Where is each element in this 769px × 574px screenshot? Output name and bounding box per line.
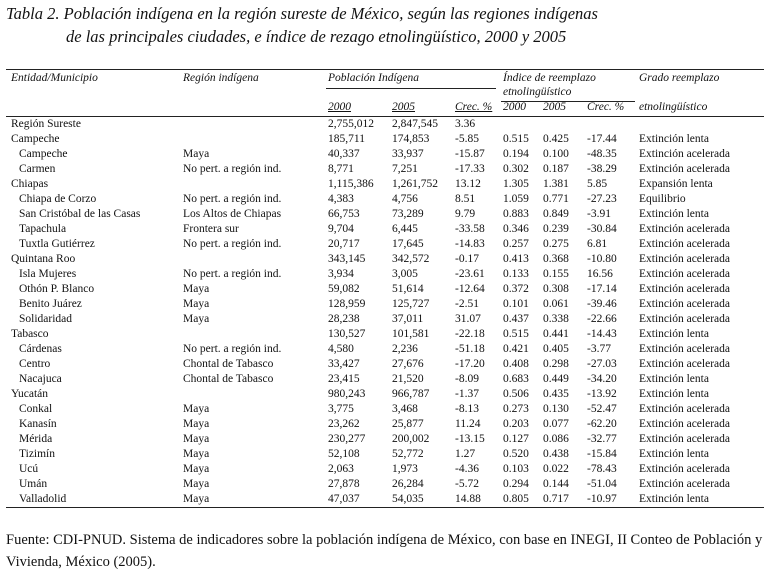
cell-region: Maya <box>183 403 210 415</box>
cell-ind-2005: 0.275 <box>543 238 569 250</box>
cell-pob-2005: 101,581 <box>392 328 430 340</box>
cell-ind-2000: 1.059 <box>503 193 529 205</box>
cell-ind-2005: 0.086 <box>543 433 569 445</box>
cell-pob-2005: 3,468 <box>392 403 418 415</box>
cell-ind-crec: -3.91 <box>587 208 611 220</box>
header-entidad: Entidad/Municipio <box>11 72 98 84</box>
cell-grado: Extinción acelerada <box>639 478 730 490</box>
cell-pob-2005: 2,847,545 <box>392 118 438 130</box>
table-row <box>0 388 769 403</box>
cell-ind-crec: -27.23 <box>587 193 617 205</box>
cell-region: Maya <box>183 478 210 490</box>
cell-ind-crec: 5.85 <box>587 178 608 190</box>
cell-ind-crec: -38.29 <box>587 163 617 175</box>
cell-pob-2000: 2,755,012 <box>328 118 374 130</box>
cell-ind-2005: 0.298 <box>543 358 569 370</box>
table-row <box>0 493 769 508</box>
cell-pob-crec: -51.18 <box>455 343 485 355</box>
cell-ind-2005: 0.155 <box>543 268 569 280</box>
header-ind-2005: 2005 <box>543 101 566 113</box>
cell-ind-2000: 0.421 <box>503 343 529 355</box>
cell-region: No pert. a región ind. <box>183 163 282 175</box>
table-row <box>0 268 769 283</box>
table-top-rule <box>6 69 764 70</box>
cell-ind-crec: -52.47 <box>587 403 617 415</box>
cell-region: Chontal de Tabasco <box>183 373 274 385</box>
cell-entidad: Campeche <box>11 133 60 145</box>
table-row <box>0 148 769 163</box>
cell-entidad: Quintana Roo <box>11 253 76 265</box>
table-row <box>0 178 769 193</box>
cell-ind-2000: 0.127 <box>503 433 529 445</box>
cell-pob-2000: 23,262 <box>328 418 360 430</box>
cell-pob-2005: 27,676 <box>392 358 424 370</box>
cell-entidad: Chiapas <box>11 178 49 190</box>
cell-ind-2000: 1.305 <box>503 178 529 190</box>
cell-pob-crec: 14.88 <box>455 493 481 505</box>
table-row <box>0 328 769 343</box>
table-row <box>0 448 769 463</box>
cell-ind-2000: 0.515 <box>503 328 529 340</box>
cell-ind-crec: -3.77 <box>587 343 611 355</box>
cell-ind-2005: 0.022 <box>543 463 569 475</box>
cell-region: Los Altos de Chiapas <box>183 208 282 220</box>
table-row <box>0 163 769 178</box>
cell-ind-crec: -27.03 <box>587 358 617 370</box>
cell-grado: Extinción lenta <box>639 328 709 340</box>
cell-ind-2000: 0.133 <box>503 268 529 280</box>
cell-grado: Extinción acelerada <box>639 163 730 175</box>
cell-grado: Extinción acelerada <box>639 283 730 295</box>
cell-ind-crec: -17.44 <box>587 133 617 145</box>
cell-pob-2005: 25,877 <box>392 418 424 430</box>
cell-pob-crec: -4.36 <box>455 463 479 475</box>
cell-entidad: Cárdenas <box>19 343 62 355</box>
cell-pob-crec: -15.87 <box>455 148 485 160</box>
cell-ind-2005: 0.425 <box>543 133 569 145</box>
cell-pob-crec: -23.61 <box>455 268 485 280</box>
header-grado-line1: Grado reemplazo <box>639 72 720 84</box>
cell-pob-crec: -5.72 <box>455 478 479 490</box>
cell-pob-crec: -12.64 <box>455 283 485 295</box>
cell-ind-2000: 0.805 <box>503 493 529 505</box>
cell-pob-2000: 980,243 <box>328 388 366 400</box>
cell-region: Maya <box>183 448 210 460</box>
cell-pob-crec: -17.20 <box>455 358 485 370</box>
cell-ind-crec: -48.35 <box>587 148 617 160</box>
table-row <box>0 283 769 298</box>
cell-pob-2005: 52,772 <box>392 448 424 460</box>
table-row <box>0 253 769 268</box>
table-row <box>0 373 769 388</box>
cell-ind-2005: 0.449 <box>543 373 569 385</box>
cell-ind-crec: -34.20 <box>587 373 617 385</box>
header-indice-line2: etnolingüístico <box>503 86 572 98</box>
header-poblacion: Población Indígena <box>328 72 420 84</box>
cell-ind-crec: -10.97 <box>587 493 617 505</box>
cell-pob-2005: 200,002 <box>392 433 430 445</box>
table-row <box>0 478 769 493</box>
cell-ind-crec: -10.80 <box>587 253 617 265</box>
cell-entidad: Solidaridad <box>19 313 73 325</box>
cell-pob-2000: 23,415 <box>328 373 360 385</box>
cell-grado: Extinción lenta <box>639 133 709 145</box>
cell-ind-2000: 0.683 <box>503 373 529 385</box>
cell-pob-2000: 4,580 <box>328 343 354 355</box>
cell-pob-2005: 17,645 <box>392 238 424 250</box>
cell-pob-2000: 1,115,386 <box>328 178 374 190</box>
cell-pob-2000: 8,771 <box>328 163 354 175</box>
header-ind-2000: 2000 <box>503 101 526 113</box>
cell-grado: Extinción acelerada <box>639 238 730 250</box>
cell-entidad: Yucatán <box>11 388 49 400</box>
cell-region: Maya <box>183 463 210 475</box>
cell-pob-2005: 33,937 <box>392 148 424 160</box>
header-ind-crec: Crec. % <box>587 101 625 113</box>
cell-pob-crec: -14.83 <box>455 238 485 250</box>
cell-pob-2005: 73,289 <box>392 208 424 220</box>
cell-pob-2005: 125,727 <box>392 298 430 310</box>
cell-region: Frontera sur <box>183 223 239 235</box>
cell-pob-2000: 185,711 <box>328 133 365 145</box>
table-row <box>0 223 769 238</box>
cell-ind-2000: 0.101 <box>503 298 529 310</box>
cell-pob-2005: 342,572 <box>392 253 430 265</box>
cell-grado: Extinción acelerada <box>639 403 730 415</box>
cell-pob-2000: 52,108 <box>328 448 360 460</box>
cell-ind-2005: 0.187 <box>543 163 569 175</box>
table-row <box>0 418 769 433</box>
cell-ind-crec: 16.56 <box>587 268 613 280</box>
cell-grado: Extinción acelerada <box>639 298 730 310</box>
cell-ind-2000: 0.408 <box>503 358 529 370</box>
cell-region: No pert. a región ind. <box>183 238 282 250</box>
cell-entidad: Carmen <box>19 163 56 175</box>
cell-pob-2000: 128,959 <box>328 298 366 310</box>
cell-pob-crec: -5.85 <box>455 133 479 145</box>
cell-ind-2005: 0.717 <box>543 493 569 505</box>
cell-pob-2005: 6,445 <box>392 223 418 235</box>
cell-grado: Extinción acelerada <box>639 268 730 280</box>
table-bottom-rule <box>6 507 764 508</box>
cell-ind-2000: 0.194 <box>503 148 529 160</box>
cell-region: No pert. a región ind. <box>183 193 282 205</box>
cell-pob-2000: 59,082 <box>328 283 360 295</box>
cell-pob-crec: 13.12 <box>455 178 481 190</box>
cell-ind-2000: 0.506 <box>503 388 529 400</box>
cell-pob-2005: 37,011 <box>392 313 424 325</box>
cell-pob-crec: 31.07 <box>455 313 481 325</box>
cell-pob-crec: -33.58 <box>455 223 485 235</box>
cell-pob-2000: 20,717 <box>328 238 360 250</box>
cell-ind-2005: 0.308 <box>543 283 569 295</box>
cell-region: No pert. a región ind. <box>183 268 282 280</box>
cell-ind-crec: -13.92 <box>587 388 617 400</box>
table-row <box>0 403 769 418</box>
cell-ind-crec: -62.20 <box>587 418 617 430</box>
cell-region: Maya <box>183 283 210 295</box>
header-indice-line1: Índice de reemplazo <box>503 72 596 84</box>
header-bottom-rule <box>6 116 764 117</box>
table-row <box>0 298 769 313</box>
cell-pob-2000: 2,063 <box>328 463 354 475</box>
cell-pob-2005: 26,284 <box>392 478 424 490</box>
cell-entidad: Othón P. Blanco <box>19 283 95 295</box>
table-row <box>0 463 769 478</box>
cell-pob-2000: 47,037 <box>328 493 360 505</box>
cell-grado: Expansión lenta <box>639 178 713 190</box>
cell-pob-2005: 174,853 <box>392 133 430 145</box>
cell-ind-crec: -32.77 <box>587 433 617 445</box>
cell-ind-2005: 0.441 <box>543 328 569 340</box>
title-line-2: de las principales ciudades, e índice de rezago etnolingüístico, 2000 y 2005 <box>66 27 567 46</box>
table-row <box>0 238 769 253</box>
cell-pob-crec: -22.18 <box>455 328 485 340</box>
cell-pob-crec: 9.79 <box>455 208 476 220</box>
cell-ind-2005: 0.061 <box>543 298 569 310</box>
cell-entidad: Valladolid <box>19 493 67 505</box>
cell-ind-crec: -30.84 <box>587 223 617 235</box>
cell-grado: Extinción lenta <box>639 388 709 400</box>
header-2005: 2005 <box>392 101 415 113</box>
cell-ind-crec: 6.81 <box>587 238 608 250</box>
cell-ind-2005: 0.849 <box>543 208 569 220</box>
cell-entidad: Campeche <box>19 148 68 160</box>
table-row <box>0 358 769 373</box>
cell-pob-crec: -0.17 <box>455 253 479 265</box>
header-grado-line2: etnolingüístico <box>639 101 708 113</box>
cell-ind-2000: 0.883 <box>503 208 529 220</box>
cell-pob-crec: -13.15 <box>455 433 485 445</box>
cell-pob-2005: 3,005 <box>392 268 418 280</box>
cell-ind-2000: 0.413 <box>503 253 529 265</box>
cell-ind-crec: -78.43 <box>587 463 617 475</box>
cell-grado: Extinción acelerada <box>639 223 730 235</box>
cell-region: Maya <box>183 493 210 505</box>
cell-entidad: Nacajuca <box>19 373 62 385</box>
cell-pob-2005: 21,520 <box>392 373 424 385</box>
table-row <box>0 313 769 328</box>
cell-pob-2005: 966,787 <box>392 388 430 400</box>
table-row <box>0 343 769 358</box>
cell-ind-2005: 0.130 <box>543 403 569 415</box>
cell-entidad: Umán <box>19 478 48 490</box>
cell-grado: Extinción acelerada <box>639 313 730 325</box>
table-row <box>0 118 769 133</box>
cell-pob-2000: 66,753 <box>328 208 360 220</box>
header-2000: 2000 <box>328 101 351 113</box>
cell-ind-2005: 0.435 <box>543 388 569 400</box>
cell-entidad: Tabasco <box>11 328 49 340</box>
table-row <box>0 133 769 148</box>
cell-entidad: Centro <box>19 358 51 370</box>
cell-pob-2000: 343,145 <box>328 253 366 265</box>
cell-pob-crec: -2.51 <box>455 298 479 310</box>
cell-region: Maya <box>183 298 210 310</box>
source-note: Fuente: CDI-PNUD. Sistema de indicadores sobre la población indígena de México, con base en INEGI, II Conteo de Población y Vivienda, México (2005). <box>6 532 763 570</box>
cell-pob-2005: 2,236 <box>392 343 418 355</box>
cell-entidad: Región Sureste <box>11 118 81 130</box>
cell-ind-2005: 1.381 <box>543 178 569 190</box>
cell-ind-2005: 0.438 <box>543 448 569 460</box>
cell-grado: Extinción acelerada <box>639 148 730 160</box>
cell-ind-2005: 0.239 <box>543 223 569 235</box>
cell-ind-2000: 0.346 <box>503 223 529 235</box>
cell-entidad: Isla Mujeres <box>19 268 77 280</box>
cell-ind-2005: 0.338 <box>543 313 569 325</box>
poblacion-subrule <box>326 88 496 89</box>
cell-grado: Extinción acelerada <box>639 418 730 430</box>
table-title <box>6 2 766 48</box>
cell-ind-2005: 0.144 <box>543 478 569 490</box>
table-row <box>0 193 769 208</box>
cell-ind-crec: -51.04 <box>587 478 617 490</box>
cell-ind-2000: 0.273 <box>503 403 529 415</box>
cell-pob-2000: 9,704 <box>328 223 354 235</box>
cell-ind-crec: -15.84 <box>587 448 617 460</box>
cell-pob-crec: 3.36 <box>455 118 476 130</box>
cell-ind-2000: 0.203 <box>503 418 529 430</box>
cell-grado: Equilibrio <box>639 193 686 205</box>
cell-grado: Extinción lenta <box>639 373 709 385</box>
cell-pob-2005: 51,614 <box>392 283 424 295</box>
cell-entidad: Tapachula <box>19 223 67 235</box>
cell-ind-2000: 0.294 <box>503 478 529 490</box>
cell-entidad: Conkal <box>19 403 53 415</box>
cell-entidad: Benito Juárez <box>19 298 82 310</box>
cell-ind-2000: 0.520 <box>503 448 529 460</box>
cell-ind-2005: 0.405 <box>543 343 569 355</box>
cell-ind-2000: 0.515 <box>503 133 529 145</box>
cell-grado: Extinción lenta <box>639 493 709 505</box>
cell-pob-2005: 1,973 <box>392 463 418 475</box>
cell-pob-2005: 4,756 <box>392 193 418 205</box>
cell-entidad: San Cristóbal de las Casas <box>19 208 141 220</box>
cell-pob-crec: 11.24 <box>455 418 481 430</box>
header-crec: Crec. % <box>455 101 493 113</box>
cell-pob-2000: 130,527 <box>328 328 366 340</box>
cell-pob-crec: -8.13 <box>455 403 479 415</box>
cell-ind-2000: 0.257 <box>503 238 529 250</box>
cell-ind-2005: 0.077 <box>543 418 569 430</box>
cell-pob-2000: 3,775 <box>328 403 354 415</box>
cell-entidad: Tizimín <box>19 448 56 460</box>
cell-entidad: Mérida <box>19 433 53 445</box>
cell-grado: Extinción acelerada <box>639 358 730 370</box>
cell-pob-2000: 4,383 <box>328 193 354 205</box>
cell-ind-crec: -14.43 <box>587 328 617 340</box>
cell-grado: Extinción acelerada <box>639 343 730 355</box>
cell-pob-crec: -1.37 <box>455 388 479 400</box>
table-body <box>0 118 769 508</box>
table-row <box>0 433 769 448</box>
cell-ind-crec: -17.14 <box>587 283 617 295</box>
cell-grado: Extinción acelerada <box>639 253 730 265</box>
cell-region: Maya <box>183 148 210 160</box>
cell-pob-2000: 27,878 <box>328 478 360 490</box>
table-row <box>0 208 769 223</box>
cell-ind-2005: 0.771 <box>543 193 569 205</box>
cell-region: Maya <box>183 433 210 445</box>
cell-pob-crec: 1.27 <box>455 448 476 460</box>
cell-ind-crec: -22.66 <box>587 313 617 325</box>
cell-pob-crec: -17.33 <box>455 163 485 175</box>
cell-pob-2000: 40,337 <box>328 148 360 160</box>
header-region: Región indígena <box>183 72 259 84</box>
title-line-1: Tabla 2. Población indígena en la región sureste de México, según las regiones indígenas <box>6 4 598 23</box>
cell-region: Maya <box>183 418 210 430</box>
cell-region: Chontal de Tabasco <box>183 358 274 370</box>
cell-ind-2000: 0.103 <box>503 463 529 475</box>
cell-pob-crec: -8.09 <box>455 373 479 385</box>
cell-pob-2000: 3,934 <box>328 268 354 280</box>
cell-pob-2005: 1,261,752 <box>392 178 438 190</box>
cell-entidad: Ucú <box>19 463 39 475</box>
cell-pob-2000: 230,277 <box>328 433 366 445</box>
cell-ind-2005: 0.368 <box>543 253 569 265</box>
cell-grado: Extinción lenta <box>639 208 709 220</box>
cell-region: No pert. a región ind. <box>183 343 282 355</box>
cell-pob-crec: 8.51 <box>455 193 476 205</box>
cell-ind-2000: 0.372 <box>503 283 529 295</box>
cell-ind-2005: 0.100 <box>543 148 569 160</box>
cell-grado: Extinción lenta <box>639 448 709 460</box>
cell-pob-2005: 7,251 <box>392 163 418 175</box>
cell-pob-2000: 33,427 <box>328 358 360 370</box>
cell-region: Maya <box>183 313 210 325</box>
cell-entidad: Kanasín <box>19 418 57 430</box>
cell-pob-2000: 28,238 <box>328 313 360 325</box>
cell-pob-2005: 54,035 <box>392 493 424 505</box>
cell-grado: Extinción acelerada <box>639 433 730 445</box>
cell-grado: Extinción acelerada <box>639 463 730 475</box>
cell-ind-2000: 0.302 <box>503 163 529 175</box>
cell-entidad: Chiapa de Corzo <box>19 193 97 205</box>
cell-ind-2000: 0.437 <box>503 313 529 325</box>
cell-entidad: Tuxtla Gutiérrez <box>19 238 95 250</box>
cell-ind-crec: -39.46 <box>587 298 617 310</box>
